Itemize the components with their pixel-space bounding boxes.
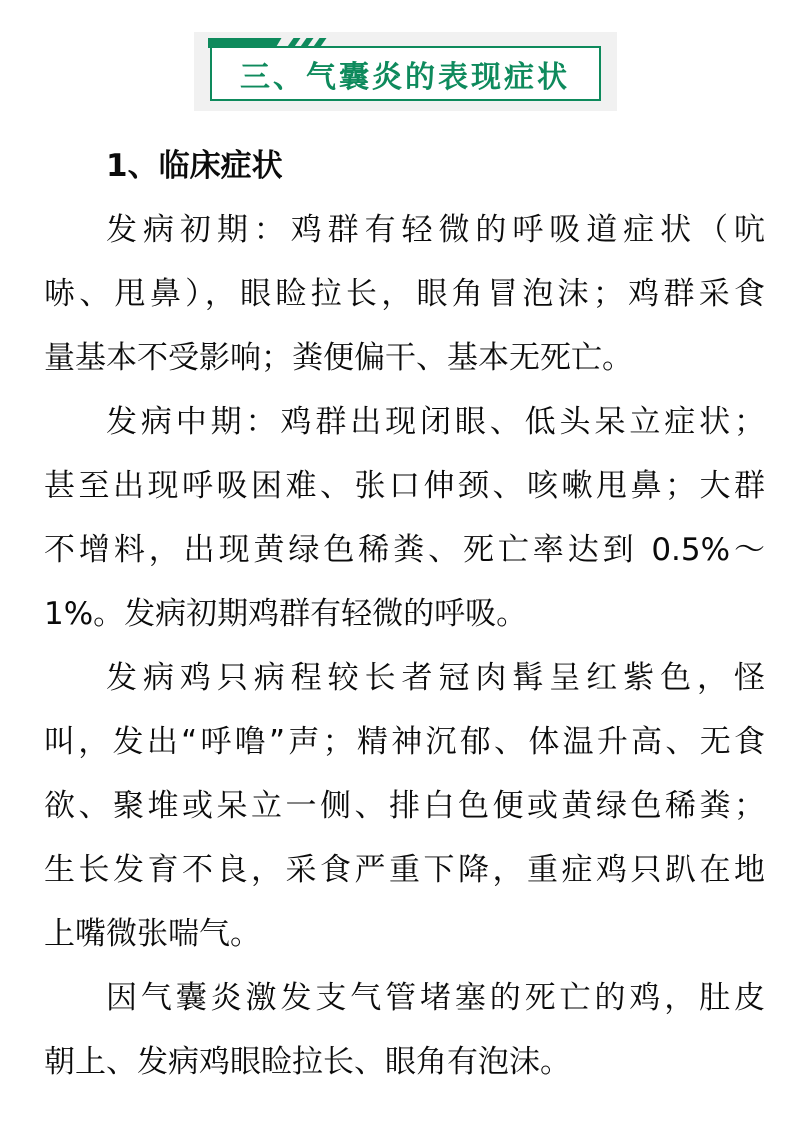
article-page xyxy=(0,32,810,1094)
section-title-panel xyxy=(194,32,617,111)
text-line: 量基本不受影响；粪便偏干、基本无死亡。 xyxy=(44,340,633,376)
slash-tick-icon xyxy=(287,38,301,48)
paragraph-mid-stage xyxy=(44,390,765,646)
text-line: 因气囊炎激发支气管堵塞的死亡的鸡，肚皮 xyxy=(106,980,765,1016)
paragraph-death-cases xyxy=(44,966,765,1094)
text-line: 叫，发出“呼噜”声；精神沉郁、体温升高、无食 xyxy=(44,724,765,760)
clinical-symptoms-heading: 1、临床症状 xyxy=(106,148,283,184)
slash-tick-icon xyxy=(300,38,314,48)
text-line: 哧、甩鼻），眼睑拉长，眼角冒泡沫；鸡群采食 xyxy=(44,276,765,312)
section-header xyxy=(0,32,810,111)
section-title-box xyxy=(210,46,601,101)
text-line: 上嘴微张喘气。 xyxy=(44,916,261,952)
text-line: 欲、聚堆或呆立一侧、排白色便或黄绿色稀粪； xyxy=(44,788,765,824)
text-line: 不增料，出现黄绿色稀粪、死亡率达到 0.5%～ xyxy=(44,532,765,568)
text-line: 1%。发病初期鸡群有轻微的呼吸。 xyxy=(44,596,528,632)
article-body xyxy=(44,134,765,1094)
text-line: 甚至出现呼吸困难、张口伸颈、咳嗽甩鼻；大群 xyxy=(44,468,765,504)
text-line: 生长发育不良，采食严重下降，重症鸡只趴在地 xyxy=(44,852,765,888)
paragraph-early-stage xyxy=(44,198,765,390)
slash-tick-icon xyxy=(313,38,327,48)
paragraph-chronic-cases xyxy=(44,646,765,966)
slash-bar-icon xyxy=(208,38,282,48)
text-line: 发病鸡只病程较长者冠肉髯呈红紫色，怪 xyxy=(106,660,765,696)
text-line: 朝上、发病鸡眼睑拉长、眼角有泡沫。 xyxy=(44,1044,571,1080)
text-line: 发病中期：鸡群出现闭眼、低头呆立症状； xyxy=(106,404,765,440)
section-title: 三、气囊炎的表现症状 xyxy=(240,59,570,95)
text-line: 发病初期：鸡群有轻微的呼吸道症状（吭 xyxy=(106,212,765,248)
